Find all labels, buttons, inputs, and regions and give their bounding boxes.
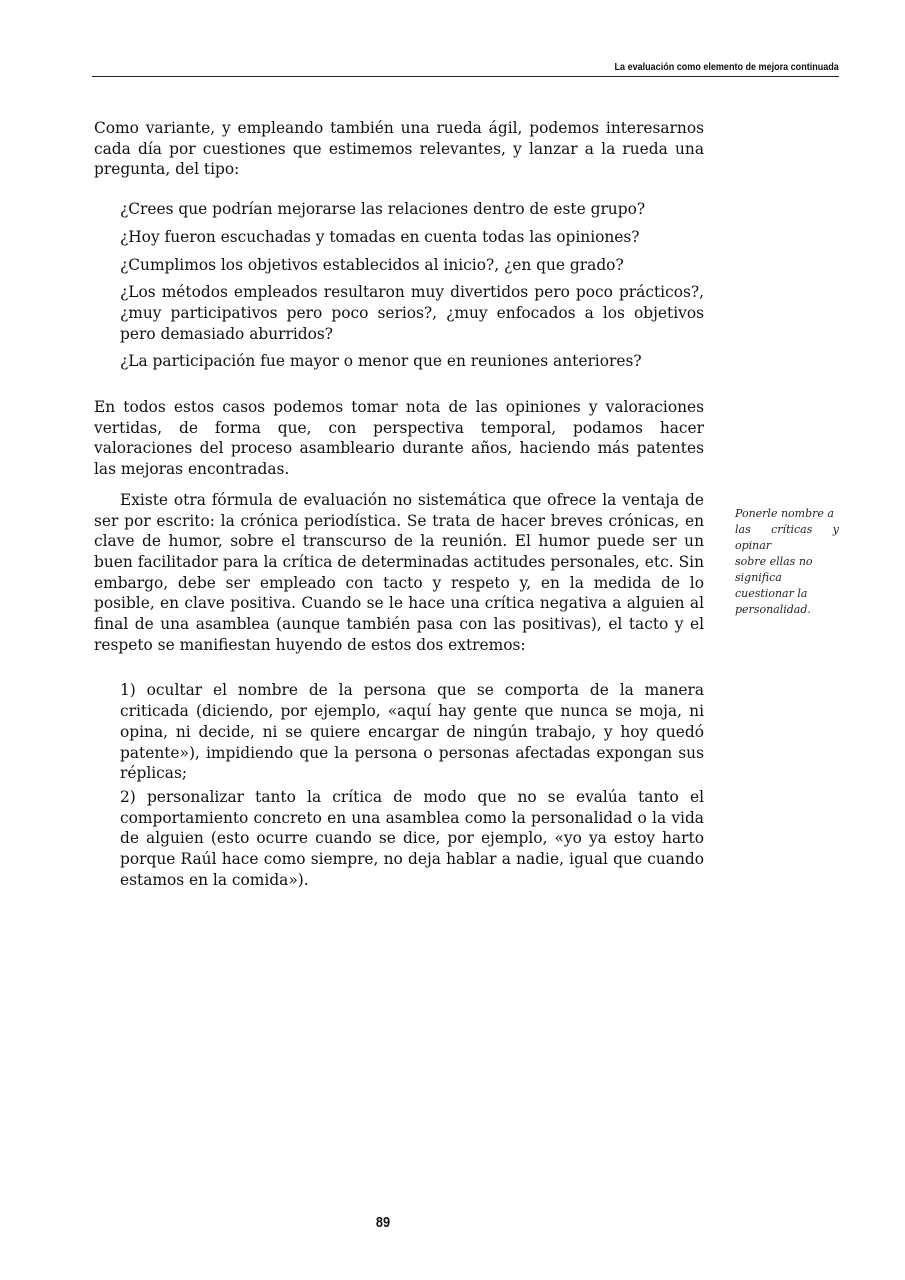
margin-note-line: las críticas y opinar bbox=[735, 523, 839, 552]
records-paragraph: En todos estos casos podemos tomar nota de las opiniones y valoraciones vertidas, de forma que, con perspectiva temporal, podamos hacer valoraciones del proceso asambleario durante años, haciendo más patentes las mejoras encontradas. bbox=[94, 398, 704, 479]
margin-note-line: Ponerle nombre a bbox=[735, 507, 834, 520]
margin-note bbox=[735, 506, 839, 618]
question-item: ¿Crees que podrían mejorarse las relaciones dentro de este grupo? bbox=[120, 200, 646, 219]
question-item: ¿La participación fue mayor o menor que en reuniones anteriores? bbox=[120, 352, 642, 371]
main-text-column bbox=[94, 118, 704, 894]
margin-note-line: sobre ellas no bbox=[735, 555, 813, 568]
intro-paragraph: Como variante, y empleando también una rueda ágil, podemos interesarnos cada día por cuestiones que estimemos relevantes, y lanzar a la rueda una pregunta, del tipo: bbox=[94, 119, 704, 179]
question-list bbox=[120, 199, 704, 372]
extremes-list bbox=[120, 680, 704, 890]
question-item: ¿Cumplimos los objetivos establecidos al inicio?, ¿en que grado? bbox=[120, 255, 624, 274]
extreme-item: 2) personalizar tanto la crítica de modo que no se evalúa tanto el comportamiento concreto en una asamblea como la personalidad o la vida de alguien (esto ocurre cuando se dice, por ejemplo, «yo ya estoy harto porque Raúl hace como siempre, no deja hablar a nadie, igual que cuando estamos en la comida»). bbox=[120, 787, 704, 889]
margin-note-line: cuestionar la bbox=[735, 587, 808, 600]
page-number: 89 bbox=[375, 1214, 391, 1231]
question-item: ¿Hoy fueron escuchadas y tomadas en cuenta todas las opiniones? bbox=[120, 227, 640, 246]
running-title: La evaluación como elemento de mejora continuada bbox=[614, 61, 839, 73]
margin-note-line: significa bbox=[735, 571, 782, 584]
extreme-item: 1) ocultar el nombre de la persona que se comporta de la manera criticada (diciendo, por ejemplo, «aquí hay gente que nunca se moja, ni opina, ni decide, ni se quiere encargar de ningún trabajo, y hoy quedó patente»), impidiendo que la persona o personas afectadas expongan sus réplicas; bbox=[120, 681, 704, 783]
chronicle-paragraph: Existe otra fórmula de evaluación no sistemática que ofrece la ventaja de ser por escrito: la crónica periodística. Se trata de hacer breves crónicas, en clave de humor, sobre el transcurso de la reunión. El humor puede ser un buen facilitador para la crítica de determinadas actitudes personales, etc. Sin embargo, debe ser empleado con tacto y respeto y, en la medida de lo posible, en clave positiva. Cuando se le hace una crítica negativa a alguien al final de una asamblea (aunque también pasa con las positivas), el tacto y el respeto se manifiestan huyendo de estos dos extremos: bbox=[94, 490, 704, 654]
margin-note-line: personalidad. bbox=[735, 603, 811, 616]
question-item: ¿Los métodos empleados resultaron muy divertidos pero poco prácticos?, ¿muy participativos pero poco serios?, ¿muy enfocados a los objetivos pero demasiado aburridos? bbox=[120, 283, 704, 343]
page-header bbox=[92, 60, 839, 77]
